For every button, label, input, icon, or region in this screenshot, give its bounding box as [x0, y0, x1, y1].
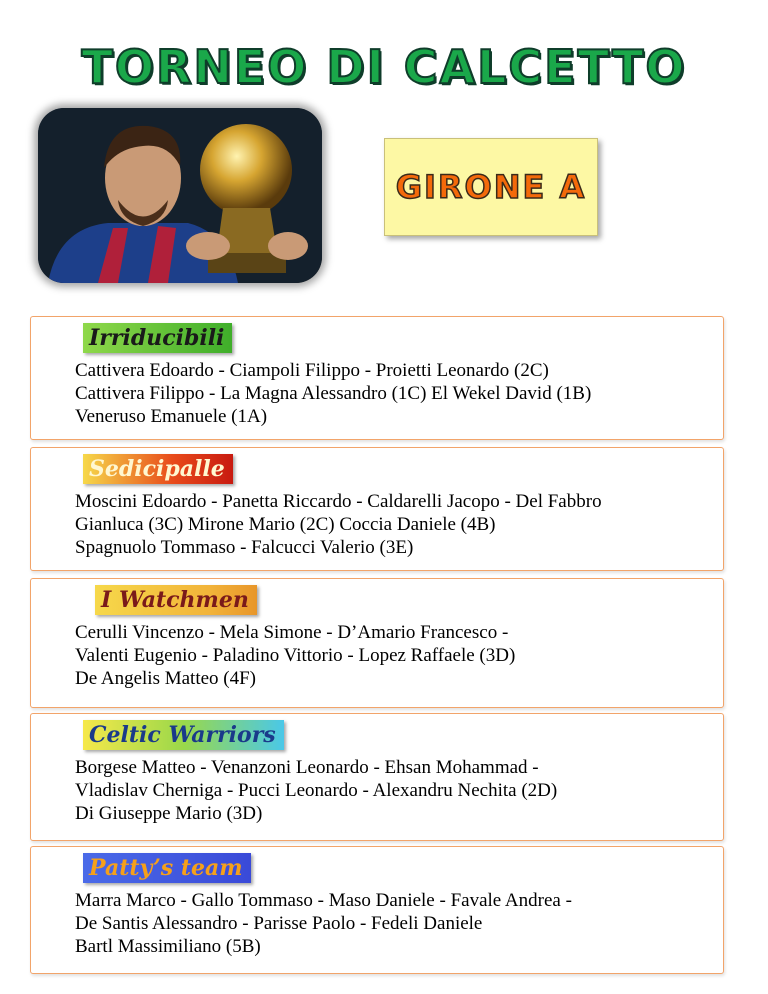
group-label: GIRONE A [384, 138, 598, 236]
member-line: De Santis Alessandro - Parisse Paolo - Fedeli Daniele [75, 913, 483, 934]
member-line: Cattivera Edoardo - Ciampoli Filippo - Proietti Leonardo (2C) [75, 360, 549, 381]
member-line: Valenti Eugenio - Paladino Vittorio - Lopez Raffaele (3D) [75, 645, 516, 666]
member-line: Gianluca (3C) Mirone Mario (2C) Coccia Daniele (4B) [75, 514, 496, 535]
team-card-sedicipalle [30, 447, 724, 571]
member-line: Veneruso Emanuele (1A) [75, 406, 268, 427]
member-line: Cattivera Filippo - La Magna Alessandro (1C) El Wekel David (1B) [75, 383, 592, 404]
page-title: TORNEO DI CALCETTO [81, 40, 687, 94]
team-members [75, 490, 717, 559]
member-line: Di Giuseppe Mario (3D) [75, 803, 263, 824]
player-with-trophy-image [38, 108, 322, 283]
team-name: Celtic Warriors [83, 720, 284, 750]
team-name: Sedicipalle [83, 454, 233, 484]
member-line: Cerulli Vincenzo - Mela Simone - D’Amario Francesco - [75, 622, 509, 643]
member-line: De Angelis Matteo (4F) [75, 668, 257, 689]
team-members [75, 621, 717, 690]
team-name: I Watchmen [95, 585, 257, 615]
member-line: Borgese Matteo - Venanzoni Leonardo - Ehsan Mohammad - [75, 757, 539, 778]
team-card-celtic-warriors [30, 713, 724, 841]
team-card-irriducibili [30, 316, 724, 440]
member-line: Bartl Massimiliano (5B) [75, 936, 261, 957]
member-line: Vladislav Cherniga - Pucci Leonardo - Alexandru Nechita (2D) [75, 780, 558, 801]
team-card-i-watchmen [30, 578, 724, 708]
member-line: Moscini Edoardo - Panetta Riccardo - Caldarelli Jacopo - Del Fabbro [75, 491, 602, 512]
team-members [75, 359, 717, 428]
member-line: Spagnuolo Tommaso - Falcucci Valerio (3E) [75, 537, 414, 558]
team-members [75, 756, 717, 825]
team-name: Patty’s team [83, 853, 251, 883]
team-card-pattys-team [30, 846, 724, 974]
team-name: Irriducibili [83, 323, 232, 353]
team-members [75, 889, 717, 958]
player-photo [38, 108, 322, 283]
member-line: Marra Marco - Gallo Tommaso - Maso Daniele - Favale Andrea - [75, 890, 572, 911]
